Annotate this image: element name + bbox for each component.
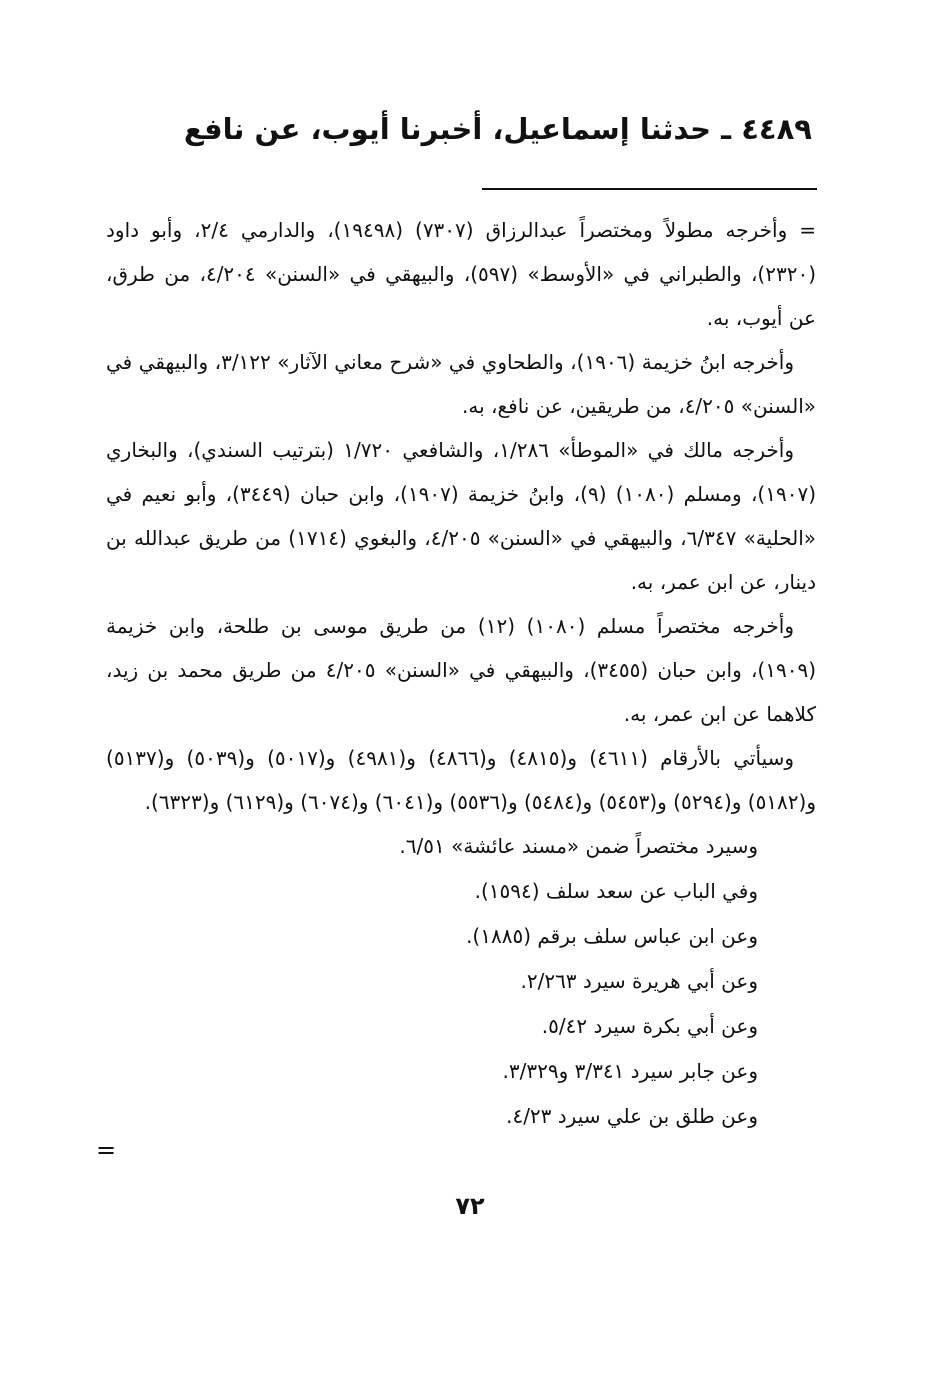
footnote-line: وعن أبي هريرة سيرد ٢/٢٦٣. (520, 969, 758, 993)
footnote-paragraph: وأخرجه ابنُ خزيمة (١٩٠٦)، والطحاوي في «شرح معاني الآثار» ٣/١٢٢، والبيهقي في «السنن» ٤/٢٠٥، من طريقين، عن نافع، به. (106, 350, 816, 418)
footnote-line: وفي الباب عن سعد سلف (١٥٩٤). (474, 879, 758, 903)
footnote-line: وعن ابن عباس سلف برقم (١٨٨٥). (466, 924, 758, 948)
continuation-mark: = (96, 1136, 117, 1164)
footnote-line: وسيرد مختصراً ضمن «مسند عائشة» ٦/٥١. (399, 834, 758, 858)
footnote-line: وعن طلق بن علي سيرد ٤/٢٣. (506, 1104, 758, 1128)
hadith-heading: ٤٤٨٩ ـ حدثنا إسماعيل، أخبرنا أيوب، عن نافع (183, 112, 812, 146)
footnote-line: وعن جابر سيرد ٣/٣٤١ و٣/٣٢٩. (502, 1059, 758, 1083)
page-number: ٧٢ (455, 1192, 485, 1220)
footnote-paragraph: = وأخرجه مطولاً ومختصراً عبدالرزاق (٧٣٠٧) (١٩٤٩٨)، والدارمي ٢/٤، وأبو داود (٢٣٢٠)، والطبراني في «الأوسط» (٥٩٧)، والبيهقي في «السنن» ٤/٢٠٤، من طرق، عن أيوب، به. (106, 218, 817, 330)
footnote-paragraph: وأخرجه مختصراً مسلم (١٠٨٠) (١٢) من طريق موسى بن طلحة، وابن خزيمة (١٩٠٩)، وابن حبان (٣٤٥٥)، والبيهقي في «السنن» ٤/٢٠٥ من طريق محمد بن زيد، كلاهما عن ابن عمر، به. (106, 614, 817, 726)
footnote-paragraph: وأخرجه مالك في «الموطأ» ١/٢٨٦، والشافعي ١/٧٢٠ (بترتيب السندي)، والبخاري (١٩٠٧)، ومسلم (١٠٨٠) (٩)، وابنُ خزيمة (١٩٠٧)، وابن حبان (٣٤٤٩)، وأبو نعيم في «الحلية» ٦/٣٤٧، والبيهقي في «السنن» ٤/٢٠٥، والبغوي (١٧١٤) من طريق عبدالله بن دينار، عن ابن عمر، به. (106, 438, 817, 594)
footnote-paragraph: وسيأتي بالأرقام (٤٦١١) و(٤٨١٥) و(٤٨٦٦) و(٤٩٨١) و(٥٠١٧) و(٥٠٣٩) و(٥١٣٧) و(٥١٨٢) و(٥٢٩٤) و(٥٤٥٣) و(٥٤٨٤) و(٥٥٣٦) و(٦٠٤١) و(٦٠٧٤) و(٦١٢٩) و(٦٣٢٣). (106, 746, 816, 814)
footnote-separator (482, 188, 817, 190)
footnote-line: وعن أبي بكرة سيرد ٥/٤٢. (541, 1014, 758, 1038)
footnotes-section (106, 208, 816, 1139)
